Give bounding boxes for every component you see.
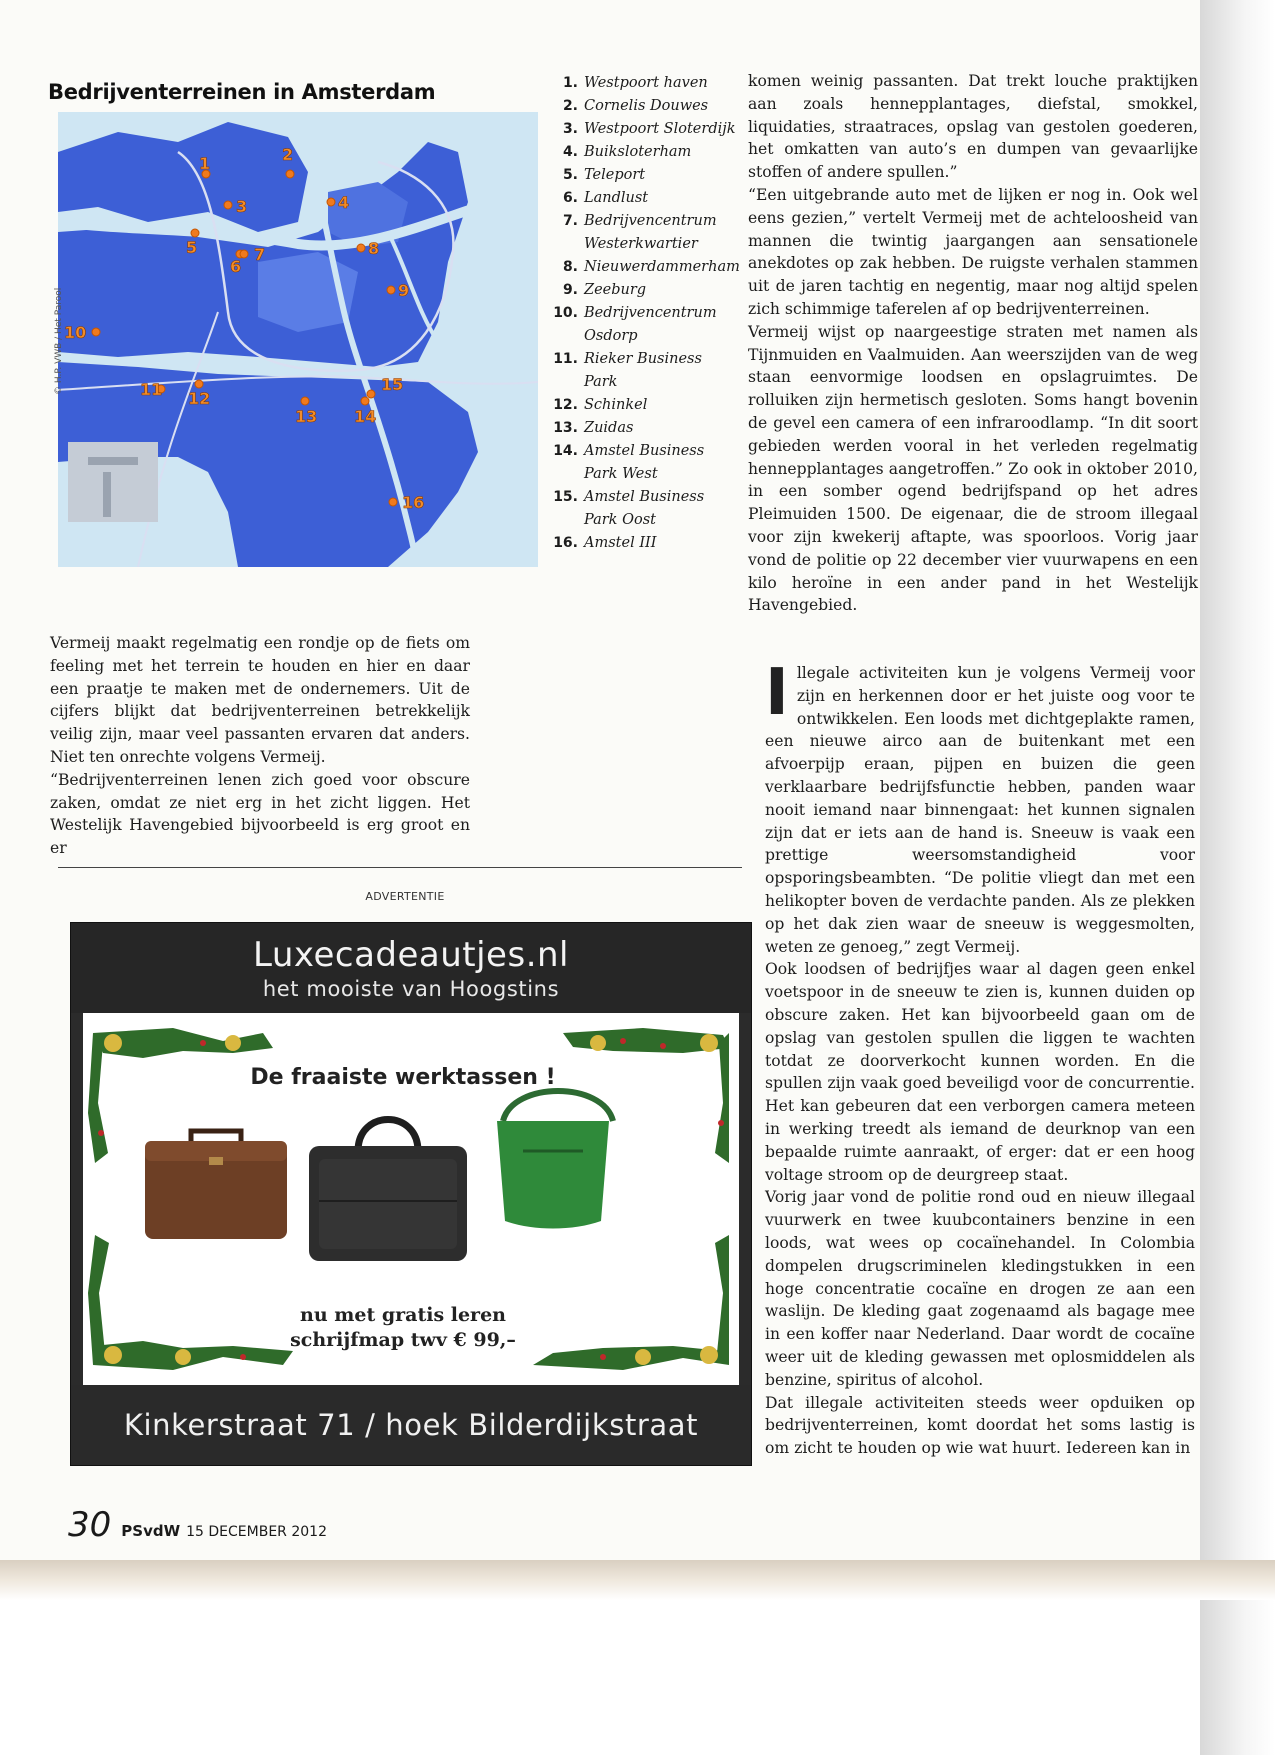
svg-text:13: 13	[295, 407, 318, 426]
map-legend	[548, 72, 738, 555]
article-column-right-bottom	[765, 656, 1195, 1460]
map-title: Bedrijventerreinen in Amsterdam	[48, 80, 436, 104]
legend-item: 2. Cornelis Douwes	[562, 98, 709, 114]
svg-text:3: 3	[236, 197, 248, 216]
drop-cap: I	[765, 656, 789, 730]
svg-text:2: 2	[282, 145, 294, 164]
svg-text:4: 4	[338, 193, 350, 212]
ad-address: Kinkerstraat 71 / hoek Bilderdijkstraat	[71, 1385, 751, 1465]
article-paragraph: Vorig jaar vond de politie rond oud en nieuw illegaal vuurwerk en twee kuubcontainers benzine in een loods, wat wees op cocaïnehandel. In Colombia dompelen drugscriminelen kledingstukken in een hoge concentratie cocaïne en drogen ze aan een waslijn. De kleding gaat zogenaamd als bagage mee in een koffer naar Nederland. Daar wordt de cocaïne weer uit de kleding gewassen met oplosmiddelen als benzine, spiritus of alcohol.	[765, 1188, 1195, 1389]
article-paragraph: “Bedrijventerreinen lenen zich goed voor obscure zaken, omdat ze niet erg in het zicht liggen. Het Westelijk Havengebied bijvoorbeeld is erg groot en er	[50, 770, 470, 858]
svg-text:15: 15	[381, 375, 404, 394]
map-graphic	[58, 112, 538, 567]
legend-item: 10. Bedrijvencentrum Osdorp	[553, 305, 717, 344]
svg-text:1: 1	[199, 154, 211, 173]
svg-text:12: 12	[188, 389, 211, 408]
green-shoulder-bag-icon	[483, 1081, 623, 1231]
legend-item: 9. Zeeburg	[562, 282, 647, 298]
publication-date: 15 DECEMBER 2012	[186, 1524, 327, 1540]
article-column-right-top	[748, 70, 1198, 617]
svg-text:6: 6	[230, 257, 242, 276]
svg-text:16: 16	[402, 493, 425, 512]
page-footer	[68, 1505, 327, 1545]
svg-text:7: 7	[254, 245, 266, 264]
black-laptop-bag-icon	[303, 1101, 473, 1266]
svg-text:9: 9	[398, 281, 410, 300]
article-paragraph: “Een uitgebrande auto met de lijken er nog in. Ook wel eens gezien,” vertelt Vermeij met de achteloosheid van mannen die twintig jaargangen aan sensationele anekdotes op zak hebben. De ruigste verhalen stammen uit de jaren tachtig en negentig, maar nog altijd spelen zich schimmige taferelen af op bedrijventerreinen.	[748, 185, 1198, 318]
legend-item: 14. Amstel Business Park West	[553, 443, 705, 482]
legend-item: 4. Buiksloterham	[562, 144, 692, 160]
article-paragraph: komen weinig passanten. Dat trekt louche praktijken aan zoals hennepplantages, diefstal, smokkel, liquidaties, straatraces, opslag van gestolen goederen, het omkatten van auto’s en dumpen van gevaarlijke stoffen of andere spullen.”	[748, 72, 1198, 182]
svg-text:8: 8	[368, 239, 380, 258]
map-marker	[140, 380, 165, 399]
ad-brand: Luxecadeautjes.nl	[252, 935, 569, 975]
legend-item: 1. Westpoort haven	[562, 75, 708, 91]
article-paragraph: Vermeij wijst op naargeestige straten met namen als Tijnmuiden en Vaalmuiden. Aan weerszijden van de weg staan eenvormige loodsen en opslagruimtes. De rolluiken zijn hermetisch gesloten. Soms hangt bovenin de gevel een camera of een infraroodlamp. “In dit soort gebieden werden vooral in het verleden regelmatig hennepplantages aangetroffen.” Zo ook in oktober 2010, in een somber ogend bedrijfspand op het adres Pleimuiden 1500. De eigenaar, die de stroom illegaal voor zijn kwekerij aftapte, was spoorloos. Vorig jaar vond de politie op 22 december vier vuurwapens en een kilo heroïne in een ander pand in het Westelijk Havengebied.	[748, 322, 1198, 615]
scan-edge	[1200, 0, 1275, 1755]
article-column-left	[50, 632, 470, 860]
ad-header	[71, 923, 751, 1013]
ad-offer	[253, 1303, 553, 1353]
legend-item: 7. Bedrijvencentrum Westerkwartier	[562, 213, 717, 252]
divider	[58, 867, 742, 868]
legend-item: 13. Zuidas	[553, 420, 634, 436]
ad-offer-line: nu met gratis leren	[300, 1304, 506, 1326]
scan-bottom-edge	[0, 1560, 1275, 1600]
advertisement-label: ADVERTENTIE	[365, 890, 445, 903]
ad-body	[83, 1013, 739, 1385]
amsterdam-map	[58, 112, 538, 567]
advertisement	[70, 922, 752, 1466]
map-credit: © H.P. VWB / Het Parool	[54, 287, 64, 395]
article-paragraph: Illegale activiteiten kun je volgens Vermeij voor zijn en herkennen door er het juiste oog voor te ontwikkelen. Een loods met dichtgeplakte ramen, een nieuwe airco aan de buitenkant met een afvoerpijp eraan, pijpen en buizen die geen verklaarbare bedrijfsfunctie hebben, panden waar nooit iemand naar binnengaat: het kunnen signalen zijn dat er iets aan de hand is. Sneeuw is vaak een prettige weersomstandigheid voor opsporingsbeambten. “De politie vliegt dan met een helikopter boven de verdachte panden. Als ze plekken op het dak zien waar de sneeuw is weggesmolten, weten ze genoeg,” zegt Vermeij.	[765, 656, 1195, 956]
legend-item: 16. Amstel III	[553, 535, 657, 551]
brown-briefcase-icon	[141, 1123, 291, 1243]
legend-item: 15. Amstel Business Park Oost	[553, 489, 705, 528]
svg-text:5: 5	[186, 238, 198, 257]
svg-text:11: 11	[140, 380, 163, 399]
legend-item: 11. Rieker Business Park	[553, 351, 702, 390]
legend-item: 6. Landlust	[562, 190, 649, 206]
article-paragraph: Dat illegale activiteiten steeds weer opduiken op bedrijventerreinen, komt doordat het soms lastig is om zicht te houden op wie wat huurt. Iedereen kan in	[765, 1393, 1195, 1458]
ad-headline: De fraaiste werktassen !	[250, 1065, 556, 1090]
svg-text:10: 10	[64, 323, 87, 342]
svg-text:14: 14	[354, 407, 377, 426]
legend-item: 8. Nieuwerdammerham	[562, 259, 740, 275]
legend-item: 3. Westpoort Sloterdijk	[562, 121, 736, 137]
ad-tagline: het mooiste van Hoogstins	[262, 977, 560, 1001]
page-number: 30	[68, 1505, 112, 1545]
legend-item: 5. Teleport	[562, 167, 646, 183]
publication-name: PSvdW	[121, 1522, 181, 1540]
ad-offer-line: schrijfmap twv € 99,–	[290, 1329, 516, 1351]
legend-item: 12. Schinkel	[553, 397, 648, 413]
article-paragraph: Ook loodsen of bedrijfjes waar al dagen geen enkel voetspoor in de sneeuw te zien is, kunnen duiden op obscure zaken. Het kan bijvoorbeeld gaan om de opslag van gestolen spullen die liggen te wachten totdat ze doorverkocht kunnen worden. En die spullen zijn vaak goed beveiligd voor de concurrentie. Het kan gebeuren dat een verborgen camera meteen in werking treedt als iemand de deurknop van een bepaalde ruimte aanraakt, of erger: dat er een hoog voltage stroom op de deurgreep staat.	[765, 960, 1195, 1184]
article-paragraph: Vermeij maakt regelmatig een rondje op de fiets om feeling met het terrein te houden en hier en daar een praatje te maken met de ondernemers. Uit de cijfers blijkt dat bedrijventerreinen betrekkelijk veilig zijn, maar veel passanten ervaren dat anders. Niet ten onrechte volgens Vermeij.	[50, 634, 470, 766]
